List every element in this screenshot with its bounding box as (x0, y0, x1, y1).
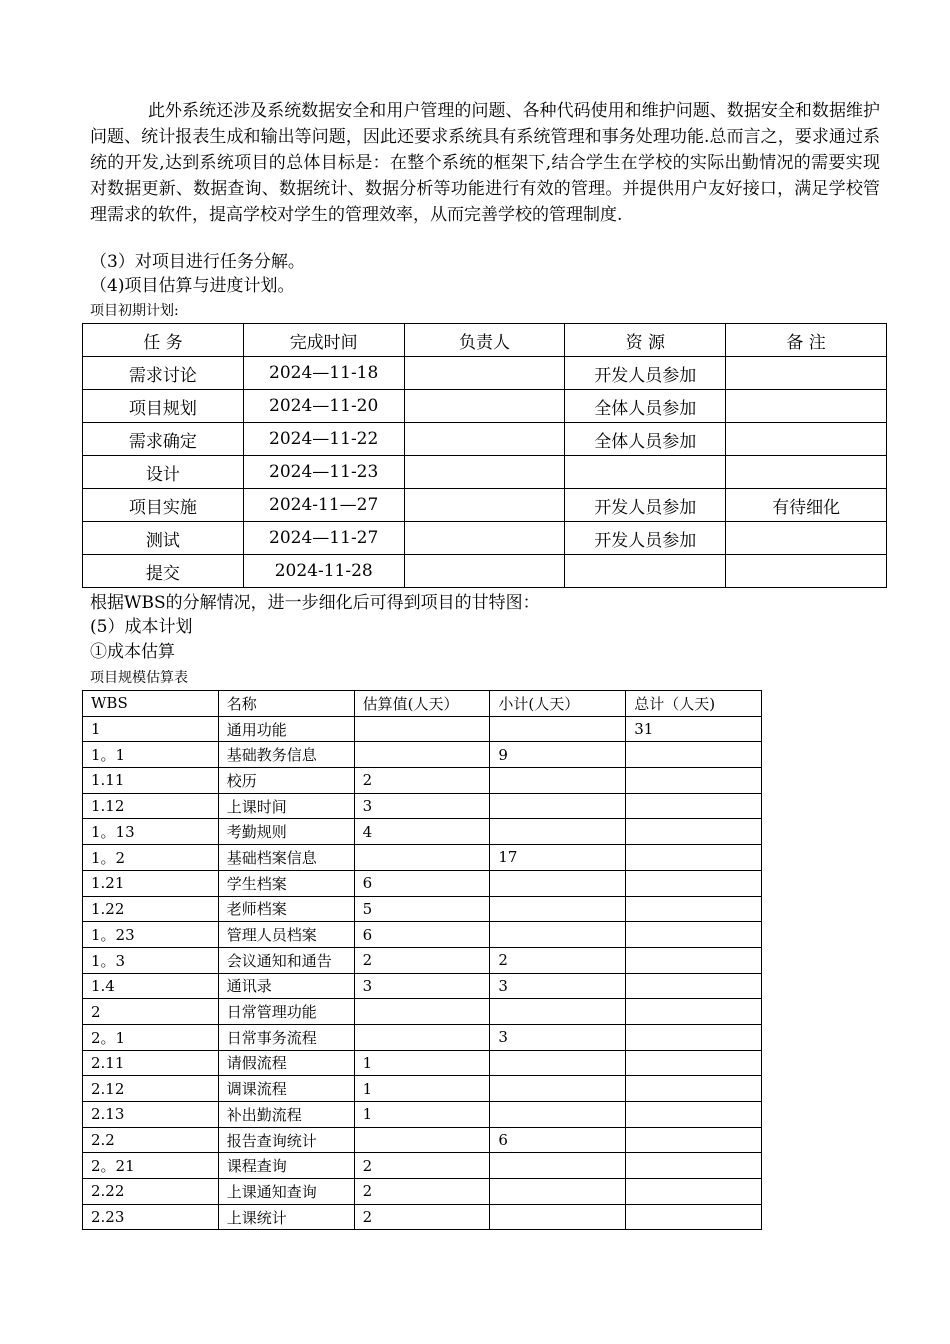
wbs-table-cell: 日常事务流程 (218, 1024, 354, 1050)
wbs-table-cell (490, 793, 626, 819)
wbs-table-row (83, 716, 762, 742)
wbs-table-cell: 1.11 (83, 768, 219, 794)
wbs-table-cell: 考勤规则 (218, 819, 354, 845)
plan-table-row (83, 390, 887, 423)
wbs-table-cell: 学生档案 (218, 870, 354, 896)
wbs-table-cell: 2.23 (83, 1204, 219, 1230)
plan-table-row (83, 555, 887, 588)
plan-table-cell: 2024—11-20 (243, 390, 404, 423)
plan-table-cell: 2024—11-27 (243, 522, 404, 555)
plan-table-cell: 2024—11-23 (243, 456, 404, 489)
wbs-table-row (83, 999, 762, 1025)
plan-table-cell: 项目规划 (83, 390, 244, 423)
plan-table-cell (404, 423, 565, 456)
wbs-table-cell (626, 819, 762, 845)
wbs-caption: 项目规模估算表 (90, 670, 188, 686)
wbs-table-row (83, 1127, 762, 1153)
plan-table-cell (404, 489, 565, 522)
plan-table-cell: 有待细化 (726, 489, 887, 522)
plan-table-cell (565, 555, 726, 588)
plan-table-row (83, 522, 887, 555)
plan-table-cell (565, 456, 726, 489)
wbs-table-cell: 2.13 (83, 1102, 219, 1128)
plan-table-cell: 测试 (83, 522, 244, 555)
plan-table-cell: 开发人员参加 (565, 489, 726, 522)
wbs-table-row (83, 973, 762, 999)
wbs-table-cell: 6 (490, 1127, 626, 1153)
wbs-table-header-cell: 名称 (218, 691, 354, 717)
wbs-table-cell: 31 (626, 716, 762, 742)
wbs-table-cell: 2 (83, 999, 219, 1025)
wbs-table-cell (626, 1076, 762, 1102)
wbs-table-cell: 上课统计 (218, 1204, 354, 1230)
wbs-table-cell (354, 716, 490, 742)
wbs-table-header-cell: WBS (83, 691, 219, 717)
section-item-4: （4)项目估算与进度计划。 (90, 276, 295, 296)
wbs-table-cell: 老师档案 (218, 896, 354, 922)
section-item-5: (5）成本计划 (90, 617, 193, 637)
wbs-table-row (83, 922, 762, 948)
wbs-table-row (83, 819, 762, 845)
cost-estimate-heading: ①成本估算 (90, 642, 175, 662)
plan-caption: 项目初期计划: (90, 303, 179, 319)
wbs-table-row (83, 947, 762, 973)
wbs-table-cell: 1。23 (83, 922, 219, 948)
wbs-table-cell (490, 716, 626, 742)
wbs-table-cell: 6 (354, 922, 490, 948)
wbs-table-cell (354, 1024, 490, 1050)
wbs-table-cell: 基础教务信息 (218, 742, 354, 768)
wbs-table-cell: 4 (354, 819, 490, 845)
wbs-table-cell: 9 (490, 742, 626, 768)
wbs-table-cell: 17 (490, 845, 626, 871)
wbs-table-cell: 会议通知和通告 (218, 947, 354, 973)
wbs-table-cell (490, 768, 626, 794)
wbs-table-row (83, 1153, 762, 1179)
wbs-table-cell (626, 1024, 762, 1050)
plan-table-cell (404, 357, 565, 390)
wbs-table-cell (626, 1127, 762, 1153)
wbs-table-cell (626, 922, 762, 948)
wbs-table-cell (490, 1204, 626, 1230)
wbs-table-cell: 2 (490, 947, 626, 973)
wbs-table-cell (490, 1076, 626, 1102)
wbs-table-cell: 1.12 (83, 793, 219, 819)
wbs-table-cell: 1 (83, 716, 219, 742)
wbs-table-cell: 1.4 (83, 973, 219, 999)
plan-table-row (83, 357, 887, 390)
wbs-table-cell: 3 (490, 1024, 626, 1050)
wbs-table-cell: 1。1 (83, 742, 219, 768)
wbs-table-cell (490, 1102, 626, 1128)
wbs-table-cell (626, 1179, 762, 1205)
plan-table-header-cell: 备 注 (726, 324, 887, 357)
wbs-table-cell: 日常管理功能 (218, 999, 354, 1025)
wbs-table-cell: 1。2 (83, 845, 219, 871)
wbs-table-cell: 2.12 (83, 1076, 219, 1102)
wbs-table-cell: 管理人员档案 (218, 922, 354, 948)
wbs-table-row (83, 870, 762, 896)
wbs-table-cell (626, 793, 762, 819)
wbs-table-cell (490, 922, 626, 948)
wbs-table-cell: 上课通知查询 (218, 1179, 354, 1205)
wbs-estimate-table (82, 690, 762, 1230)
wbs-table-header-row (83, 691, 762, 717)
wbs-table-cell (626, 973, 762, 999)
wbs-table-cell (626, 742, 762, 768)
wbs-table-cell (354, 845, 490, 871)
wbs-table-cell: 1 (354, 1050, 490, 1076)
wbs-table-cell (626, 947, 762, 973)
wbs-table-cell: 1。13 (83, 819, 219, 845)
gantt-line: 根据WBS的分解情况，进一步细化后可得到项目的甘特图： (90, 593, 540, 613)
plan-table-cell: 需求确定 (83, 423, 244, 456)
plan-table-cell: 2024—11-18 (243, 357, 404, 390)
wbs-table-cell: 2.22 (83, 1179, 219, 1205)
wbs-table-cell (626, 845, 762, 871)
wbs-table-cell: 2.11 (83, 1050, 219, 1076)
wbs-table-cell: 通用功能 (218, 716, 354, 742)
plan-table-cell: 2024—11-22 (243, 423, 404, 456)
wbs-table-row (83, 896, 762, 922)
wbs-table-cell (490, 1050, 626, 1076)
plan-table-cell: 全体人员参加 (565, 423, 726, 456)
wbs-table-row (83, 1102, 762, 1128)
wbs-table-cell (490, 819, 626, 845)
wbs-table-cell: 校历 (218, 768, 354, 794)
wbs-table-cell: 2。1 (83, 1024, 219, 1050)
plan-table-cell: 提交 (83, 555, 244, 588)
wbs-table-cell (626, 1153, 762, 1179)
wbs-table-row (83, 1050, 762, 1076)
wbs-table-cell: 调课流程 (218, 1076, 354, 1102)
wbs-table-row (83, 1024, 762, 1050)
wbs-table-cell: 6 (354, 870, 490, 896)
plan-table-header-row (83, 324, 887, 357)
plan-table-cell: 需求讨论 (83, 357, 244, 390)
wbs-table-cell: 报告查询统计 (218, 1127, 354, 1153)
wbs-table-cell: 请假流程 (218, 1050, 354, 1076)
plan-table-cell (726, 456, 887, 489)
plan-table-cell (726, 522, 887, 555)
wbs-table-cell (626, 896, 762, 922)
wbs-table-cell: 2 (354, 1204, 490, 1230)
wbs-table-cell: 2。21 (83, 1153, 219, 1179)
wbs-table-cell: 上课时间 (218, 793, 354, 819)
wbs-table-cell (354, 1127, 490, 1153)
plan-table-cell (404, 522, 565, 555)
plan-table-cell: 全体人员参加 (565, 390, 726, 423)
wbs-table-cell: 2 (354, 768, 490, 794)
wbs-table-cell: 2.2 (83, 1127, 219, 1153)
wbs-table-header-cell: 小计(人天） (490, 691, 626, 717)
plan-table-header-cell: 负责人 (404, 324, 565, 357)
wbs-table-cell (626, 870, 762, 896)
wbs-table-cell: 2 (354, 1179, 490, 1205)
wbs-table-cell (626, 1050, 762, 1076)
plan-table-cell (726, 555, 887, 588)
wbs-table-cell: 2 (354, 947, 490, 973)
wbs-table-cell (626, 1204, 762, 1230)
plan-table-cell (404, 390, 565, 423)
plan-table-cell: 开发人员参加 (565, 522, 726, 555)
wbs-table-cell: 3 (354, 973, 490, 999)
plan-table-cell: 2024-11—27 (243, 489, 404, 522)
wbs-table-row (83, 845, 762, 871)
initial-plan-table (82, 323, 887, 588)
plan-table-cell (726, 423, 887, 456)
plan-table-cell: 2024-11-28 (243, 555, 404, 588)
wbs-table-cell: 基础档案信息 (218, 845, 354, 871)
wbs-table-cell (490, 870, 626, 896)
plan-table-cell (726, 357, 887, 390)
plan-table-cell: 设计 (83, 456, 244, 489)
wbs-table-cell: 1。3 (83, 947, 219, 973)
wbs-table-cell (626, 768, 762, 794)
section-item-3: （3）对项目进行任务分解。 (90, 252, 305, 272)
wbs-table-cell (354, 999, 490, 1025)
wbs-table-cell (490, 1179, 626, 1205)
wbs-table-cell: 补出勤流程 (218, 1102, 354, 1128)
wbs-table-cell (354, 742, 490, 768)
wbs-table-cell (626, 1102, 762, 1128)
wbs-table-cell: 1 (354, 1102, 490, 1128)
plan-table-header-cell: 资 源 (565, 324, 726, 357)
plan-table-cell (404, 456, 565, 489)
plan-table-header-cell: 完成时间 (243, 324, 404, 357)
plan-table-cell: 项目实施 (83, 489, 244, 522)
wbs-table-cell (626, 999, 762, 1025)
wbs-table-cell: 1.22 (83, 896, 219, 922)
wbs-table-row (83, 1204, 762, 1230)
wbs-table-row (83, 1179, 762, 1205)
plan-table-row (83, 423, 887, 456)
wbs-table-row (83, 1076, 762, 1102)
plan-table-header-cell: 任 务 (83, 324, 244, 357)
wbs-table-header-cell: 估算值(人天） (354, 691, 490, 717)
intro-paragraph: 此外系统还涉及系统数据安全和用户管理的问题、各种代码使用和维护问题、数据安全和数据维护问题、统计报表生成和输出等问题，因此还要求系统具有系统管理和事务处理功能.总而言之，要求通过系统的开发,达到系统项目的总体目标是：在整个系统的框架下,结合学生在学校的实际出勤情况的需要实现对数据更新、数据查询、数据统计、数据分析等功能进行有效的管理。并提供用户友好接口，满足学校管理需求的软件，提高学校对学生的管理效率，从而完善学校的管理制度. (90, 101, 880, 225)
wbs-table-cell (490, 896, 626, 922)
plan-table-row (83, 456, 887, 489)
wbs-table-header-cell: 总计（人天) (626, 691, 762, 717)
wbs-table-cell (490, 999, 626, 1025)
wbs-table-cell: 3 (490, 973, 626, 999)
wbs-table-cell: 3 (354, 793, 490, 819)
wbs-table-cell: 1 (354, 1076, 490, 1102)
wbs-table-row (83, 742, 762, 768)
wbs-table-row (83, 768, 762, 794)
plan-table-cell: 开发人员参加 (565, 357, 726, 390)
wbs-table-cell: 2 (354, 1153, 490, 1179)
plan-table-row (83, 489, 887, 522)
plan-table-cell (404, 555, 565, 588)
wbs-table-cell: 5 (354, 896, 490, 922)
plan-table-cell (726, 390, 887, 423)
wbs-table-row (83, 793, 762, 819)
wbs-table-cell (490, 1153, 626, 1179)
wbs-table-cell: 1.21 (83, 870, 219, 896)
wbs-table-cell: 通讯录 (218, 973, 354, 999)
wbs-table-cell: 课程查询 (218, 1153, 354, 1179)
